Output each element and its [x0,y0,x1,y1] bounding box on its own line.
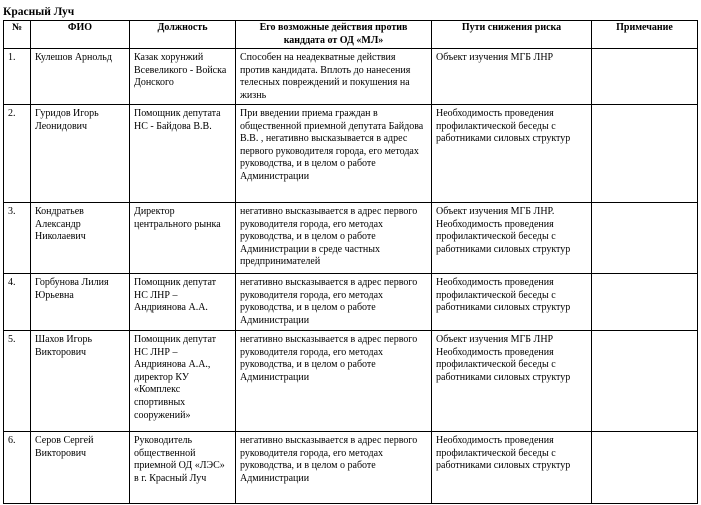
cell-risk: Необходимость проведения профилактической беседы с работниками силовых структур [432,274,592,331]
cell-position: Помощник депутат НС ЛНР – Андриянова А.А. [130,274,236,331]
cell-fio: Кондратьев Александр Николаевич [31,203,130,274]
cell-no: 1. [4,49,31,105]
cell-no: 4. [4,274,31,331]
document-title: Красный Луч [3,6,75,18]
table-row [4,432,698,504]
cell-note [592,331,698,432]
cell-note [592,203,698,274]
cell-note [592,432,698,504]
cell-note [592,105,698,203]
header-fio: ФИО [31,21,130,49]
cell-fio: Горбунова Лилия Юрьевна [31,274,130,331]
cell-risk: Необходимость проведения профилактической беседы с работниками силовых структур [432,105,592,203]
header-position: Должность [130,21,236,49]
cell-fio: Шахов Игорь Викторович [31,331,130,432]
cell-note [592,49,698,105]
cell-fio: Гуридов Игорь Леонидович [31,105,130,203]
cell-no: 2. [4,105,31,203]
cell-actions: негативно высказывается в адрес первого руководителя города, его методах руководства, и в целом о работе Администрации в среде частных предпринимателей [236,203,432,274]
table-row [4,49,698,105]
candidate-risk-table [3,20,698,504]
cell-position: Казак хорунжий Всевеликого - Войска Донского [130,49,236,105]
cell-actions: Способен на неадекватные действия против кандидата. Вплоть до нанесения телесных повреждений и покушения на жизнь [236,49,432,105]
cell-risk: Необходимость проведения профилактической беседы с работниками силовых структур [432,432,592,504]
header-risk: Пути снижения риска [432,21,592,49]
table-header [4,21,698,49]
header-actions: Его возможные действия против канддата от ОД «МЛ» [236,21,432,49]
cell-actions: негативно высказывается в адрес первого руководителя города, его методах руководства, и в целом о работе Администрации [236,331,432,432]
cell-note [592,274,698,331]
cell-fio: Серов Сергей Викторович [31,432,130,504]
cell-position: Помощник депутат НС ЛНР – Андриянова А.А., директор КУ «Комплекс спортивных сооружений» [130,331,236,432]
table-row [4,331,698,432]
cell-no: 3. [4,203,31,274]
cell-no: 6. [4,432,31,504]
cell-no: 5. [4,331,31,432]
header-no: № [4,21,31,49]
header-note: Примечание [592,21,698,49]
header-row [4,21,698,49]
cell-actions: негативно высказывается в адрес первого руководителя города, его методах руководства, и в целом о работе Администрации [236,274,432,331]
cell-risk: Объект изучения МГБ ЛНР Необходимость проведения профилактической беседы с работниками силовых структур [432,331,592,432]
cell-position: Помощник депутата НС - Байдова В.В. [130,105,236,203]
table-row [4,105,698,203]
cell-actions: При введении приема граждан в общественной приемной депутата Байдова В.В. , негативно высказывается в адрес первого руководителя города, его методах руководства, и в целом о работе Администрации [236,105,432,203]
table-row [4,203,698,274]
cell-fio: Кулешов Арнольд [31,49,130,105]
cell-risk: Объект изучения МГБ ЛНР. Необходимость проведения профилактической беседы с работниками силовых структур [432,203,592,274]
cell-position: Руководитель общественной приемной ОД «ЛЭС» в г. Красный Луч [130,432,236,504]
cell-actions: негативно высказывается в адрес первого руководителя города, его методах руководства, и в целом о работе Администрации [236,432,432,504]
cell-position: Директор центрального рынка [130,203,236,274]
cell-risk: Объект изучения МГБ ЛНР [432,49,592,105]
table-body [4,49,698,504]
table-row [4,274,698,331]
